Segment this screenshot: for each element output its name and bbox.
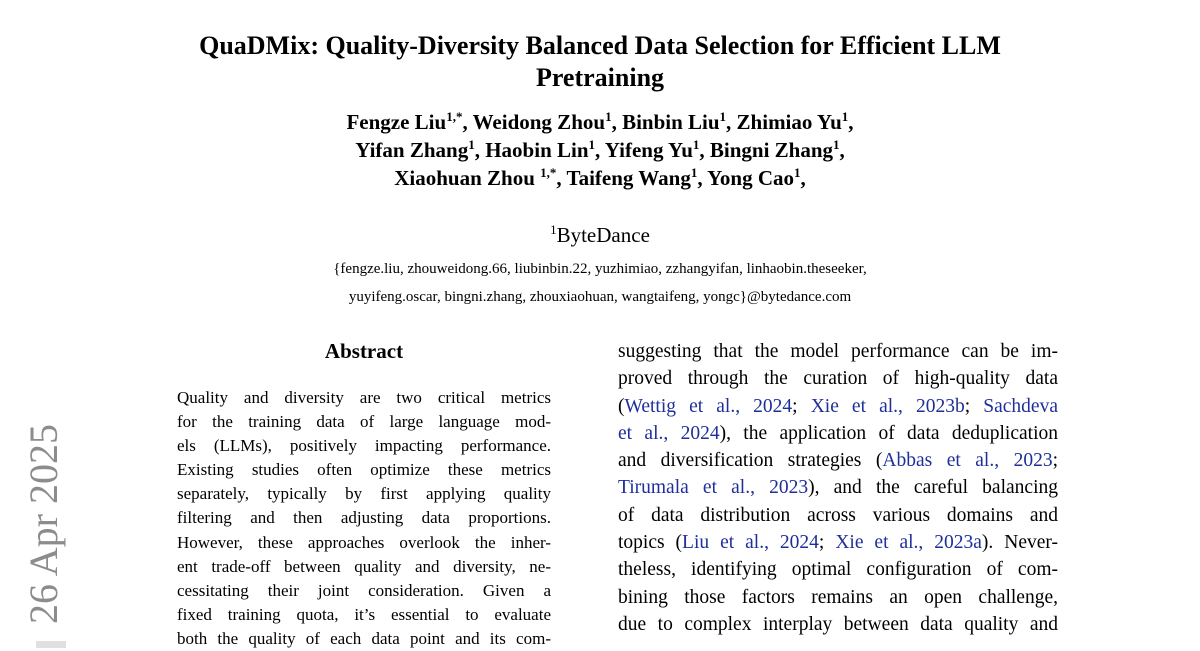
author-affiliation-mark: 1: [588, 137, 596, 152]
author-affiliation-mark: 1,*: [446, 109, 463, 124]
body-text: due to complex interplay between data quality and: [618, 613, 1058, 635]
author-name: Yong Cao: [707, 166, 794, 190]
author-separator: ,: [556, 166, 567, 190]
body-text: ;: [964, 395, 984, 417]
affiliation-superscript: 1: [550, 222, 557, 237]
affiliation: [0, 222, 1200, 248]
author-list: [0, 108, 1200, 192]
body-text-line: [618, 338, 1058, 365]
author-separator: ,: [697, 166, 708, 190]
author-separator: ,: [611, 110, 623, 134]
author-separator: ,: [848, 110, 854, 134]
body-text: ;: [792, 395, 811, 417]
email-line-1: {fengze.liu, zhouweidong.66, liubinbin.22, yuzhimiao, zzhangyifan, linhaobin.theseeker,: [333, 261, 867, 277]
author-line: [0, 108, 1200, 136]
author-separator: ,: [800, 166, 806, 190]
citation-link[interactable]: Xie et al., 2023b: [810, 395, 965, 417]
abstract-body: [177, 386, 551, 651]
title-line-1: QuaDMix: Quality-Diversity Balanced Data Selection for Efficient LLM: [199, 31, 1001, 60]
author-name: Weidong Zhou: [472, 110, 606, 134]
author-affiliation-mark: 1: [690, 165, 698, 180]
body-text: bining those factors remains an open challenge,: [618, 586, 1058, 608]
citation-link[interactable]: Sachdeva: [983, 395, 1058, 417]
abstract-line: Existing studies often optimize these metrics: [177, 460, 551, 480]
body-text: of data distribution across various domains and: [618, 504, 1058, 526]
citation-link[interactable]: et al., 2024: [618, 422, 720, 444]
author-line: [0, 136, 1200, 164]
author-name: Yifan Zhang: [355, 138, 469, 162]
abstract-line: filtering and then adjusting data proportions.: [177, 508, 551, 528]
author-name: Zhimiao Yu: [736, 110, 842, 134]
author-name: Xiaohuan Zhou: [394, 166, 541, 190]
author-separator: ,: [699, 138, 710, 162]
body-text: topics (: [618, 532, 683, 554]
author-separator: ,: [462, 110, 473, 134]
abstract-line: both the quality of each data point and its com-: [177, 628, 551, 648]
title-line-2: Pretraining: [535, 63, 665, 92]
body-text-line: [618, 611, 1058, 638]
author-separator: ,: [839, 138, 845, 162]
body-text: ). Never-: [981, 532, 1058, 554]
author-name: Taifeng Wang: [566, 166, 691, 190]
arxiv-side-stamp: 26 Apr 2025: [21, 424, 66, 624]
citation-link[interactable]: Abbas et al., 2023: [882, 450, 1053, 472]
author-separator: ,: [726, 110, 737, 134]
abstract-line: fixed training quota, it’s essential to evaluate: [177, 604, 551, 624]
author-line: [0, 164, 1200, 192]
body-text-line: [618, 447, 1058, 474]
author-affiliation-mark: 1: [605, 109, 612, 124]
introduction-column: [618, 338, 1058, 638]
body-text: ), the application of data deduplication: [719, 422, 1058, 444]
body-text: ;: [1052, 450, 1058, 472]
body-text-line: [618, 393, 1058, 420]
arxiv-side-mark: [36, 641, 66, 648]
author-name: Yifeng Yu: [604, 138, 693, 162]
abstract-line: for the training data of large language mod-: [177, 412, 551, 432]
author-name: Bingni Zhang: [709, 138, 834, 162]
author-name: Binbin Liu: [622, 110, 720, 134]
body-text-line: [618, 556, 1058, 583]
abstract-line: separately, typically by first applying quality: [177, 484, 551, 504]
author-separator: ,: [595, 138, 605, 162]
abstract-line: However, these approaches overlook the inher-: [177, 532, 551, 552]
author-separator: ,: [474, 138, 486, 162]
email-line-2: yuyifeng.oscar, bingni.zhang, zhouxiaohuan, wangtaifeng, yongc}@bytedance.com: [348, 289, 852, 305]
abstract-line: cessitating their joint consideration. Given a: [177, 580, 551, 600]
abstract-line: ent trade-off between quality and diversity, ne-: [177, 556, 551, 576]
author-affiliation-mark: 1: [794, 165, 801, 180]
body-text: and diversification strategies (: [618, 450, 883, 472]
body-text: (: [618, 395, 625, 417]
author-name: Haobin Lin: [485, 138, 589, 162]
paper-title: [0, 30, 1200, 94]
citation-link[interactable]: Xie et al., 2023a: [835, 532, 982, 554]
author-affiliation-mark: 1: [833, 137, 840, 152]
body-text: suggesting that the model performance can be im-: [618, 341, 1058, 362]
author-affiliation-mark: 1: [692, 137, 700, 152]
body-text: ;: [818, 532, 836, 554]
abstract-line: els (LLMs), positively impacting performance.: [177, 436, 551, 456]
citation-link[interactable]: Tirumala et al., 2023: [618, 477, 809, 499]
author-affiliation-mark: 1: [841, 109, 849, 124]
body-text: theless, identifying optimal configuration of com-: [618, 559, 1058, 581]
abstract-line: Quality and diversity are two critical metrics: [177, 388, 551, 407]
body-text-line: [618, 474, 1058, 501]
author-affiliation-mark: 1,*: [540, 165, 557, 180]
body-text-line: [618, 502, 1058, 529]
abstract-heading: Abstract: [324, 339, 404, 363]
body-text: proved through the curation of high-quality data: [618, 368, 1058, 390]
affiliation-name: ByteDance: [556, 223, 650, 247]
author-affiliation-mark: 1: [719, 109, 727, 124]
body-text: ), and the careful balancing: [808, 477, 1058, 499]
citation-link[interactable]: Liu et al., 2024: [682, 532, 819, 554]
author-affiliation-mark: 1: [468, 137, 475, 152]
body-text-line: [618, 584, 1058, 611]
body-text-line: [618, 420, 1058, 447]
body-text-line: [618, 365, 1058, 392]
author-name: Fengze Liu: [346, 110, 447, 134]
citation-link[interactable]: Wettig et al., 2024: [624, 395, 793, 417]
body-text-line: [618, 529, 1058, 556]
email-block: [0, 255, 1200, 311]
